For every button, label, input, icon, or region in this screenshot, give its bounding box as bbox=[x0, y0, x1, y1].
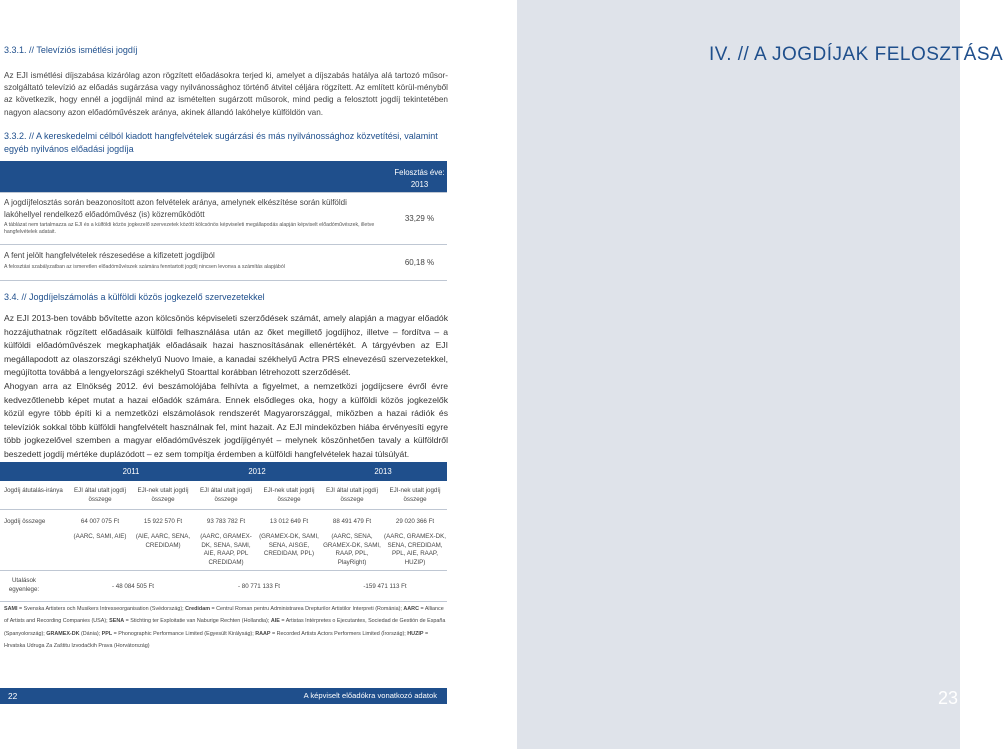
abbr-value: = Alliance of Artists and Recording Companies (USA); bbox=[4, 606, 444, 625]
chapter-heading: IV. // A JOGDÍJAK FELOSZTÁSA bbox=[709, 44, 1003, 65]
section-34-paragraph-2: Ahogyan arra az Elnökség 2012. évi beszámolójába felhívta a figyelmet, a nemzetközi jogdíjcsere évről évre kedvezőtlenebb képet mutat a hazai előadók számára. Ennek elsődleges oka, hogy a külföldi közös jogkezelők közül egyre több építi ki a nemzetközi elszámolások rendszerét Magyarországgal, miközben a hazai rádiók és televíziók sokkal több külföldi hangfelvételt használnak fel, mint hazait. Az EJI mindeközben hiába érvényesíti egyre több jogkezelővel szemben a magyar előadóművészek jogdíjigényét – melynek köszönhetően tavaly a külföldről beszedett jogdíj mértéke duplázódott – ez sem tompítja érdemben a külföldi hangfelvételek hazai túlsúlyát. bbox=[4, 381, 448, 459]
ratio-row-1 bbox=[4, 197, 384, 236]
ratio-row-2-value: 60,18 % bbox=[404, 258, 435, 267]
distribution-year: 2013 bbox=[410, 180, 429, 189]
divider bbox=[0, 280, 447, 281]
amount-cell: 88 491 479 Ft bbox=[332, 518, 372, 525]
row-label-balance: Utalások egyenlege: bbox=[8, 577, 40, 593]
abbr-key: PPL bbox=[101, 630, 113, 637]
ratio-row-1-value: 33,29 % bbox=[404, 214, 435, 223]
abbr-value: = Svenska Artisters och Musikers Intresseorganisation (Svédország); bbox=[17, 606, 186, 612]
col-header: EJI-nek utalt jogdíj összege bbox=[263, 487, 315, 503]
divider bbox=[0, 509, 447, 510]
abbr-key: Credidam bbox=[185, 606, 210, 612]
balance-cell: -159 471 113 Ft bbox=[363, 583, 407, 590]
ratio-row-1-title: A jogdíjfelosztás során beazonosított azon felvételek aránya, amelynek elkészítése során külföldi lakóhellyel rendelkező előadóművész (is) közreműködött bbox=[4, 198, 347, 219]
abbr-value: = Artistas Intérpretes o Ejecutantes, Sociedad de Gestión de España (Spanyolország); bbox=[4, 618, 446, 637]
orgs-cell: (AARC, SAMI, AIE) bbox=[73, 533, 127, 540]
ratio-row-2 bbox=[4, 250, 384, 271]
ratio-table bbox=[0, 161, 447, 281]
ratio-table-header-text bbox=[392, 167, 447, 191]
row-label-type: Jogdíj átutalás-iránya bbox=[4, 487, 63, 494]
abbr-value: (Dánia); bbox=[79, 630, 102, 637]
orgs-cell: (GRAMEX-DK, SAMI, SENA, AISGE, CREDIDAM, PPL) bbox=[259, 533, 319, 557]
divider bbox=[0, 570, 447, 571]
abbr-value: = Phonographic Performance Limited (Egyesült Királyság); bbox=[112, 630, 256, 637]
section-title-34: 3.4. // Jogdíjelszámolás a külföldi közös jogkezelő szervezetekkel bbox=[4, 292, 265, 302]
col-header: EJI által utalt jogdíj összege bbox=[200, 487, 252, 503]
right-page bbox=[517, 0, 1003, 749]
orgs-cell: (AARC, GRAMEX-DK, SENA, SAMI, AIE, RAAP, PPL CREDIDAM) bbox=[200, 533, 252, 566]
abbr-key: SENA bbox=[109, 618, 125, 625]
col-header: EJI által utalt jogdíj összege bbox=[326, 487, 378, 503]
orgs-cell: (AARC, SENA, GRAMEX-DK, SAMI, RAAP, PPL, PlayRight) bbox=[323, 533, 381, 566]
row-label-amount: Jogdíj összege bbox=[4, 518, 46, 525]
abbreviation-footnote bbox=[4, 603, 448, 653]
divider bbox=[0, 601, 447, 602]
year-2013: 2013 bbox=[374, 467, 392, 476]
footer-title: A képviselt előadókra vonatkozó adatok bbox=[303, 691, 437, 700]
section-title-331: 3.3.1. // Televíziós ismétlési jogdíj bbox=[4, 45, 138, 55]
abbr-value: = Hrvatska Udruga Za Zaštitu Izvodačkih Prava (Horvátország) bbox=[4, 630, 429, 650]
balance-cell: - 80 771 133 Ft bbox=[238, 583, 280, 590]
abbr-key: HUZIP bbox=[407, 630, 424, 637]
amount-cell: 15 922 570 Ft bbox=[143, 518, 183, 525]
col-header: EJI-nek utalt jogdíj összege bbox=[389, 487, 441, 503]
ratio-row-1-note: A táblázat nem tartalmazza az EJI és a külföldi közös jogkezelő szervezetek között kölcsönös képviseleti megállapodás alapján képviselt előadóművészek, illetve hangfelvételek adatait. bbox=[4, 222, 375, 235]
abbr-value: = Stichting ter Exploitatie van Naburige Rechten (Hollandia); bbox=[124, 618, 271, 625]
orgs-cell: (AARC, GRAMEX-DK, SENA, CREDIDAM, PPL, AIE, RAAP, HUZIP) bbox=[384, 533, 446, 566]
balance-cell: - 48 084 505 Ft bbox=[112, 583, 154, 590]
orgs-cell: (AIE, AARC, SENA, CREDIDAM) bbox=[135, 533, 191, 549]
page-number-left: 22 bbox=[8, 691, 18, 701]
amount-cell: 64 007 075 Ft bbox=[80, 518, 120, 525]
exchange-table bbox=[0, 462, 447, 602]
page-number-right: 23 bbox=[938, 688, 959, 708]
year-2012: 2012 bbox=[248, 467, 266, 476]
ratio-table-header bbox=[0, 161, 447, 192]
abbr-key: AIE bbox=[270, 618, 280, 625]
distribution-year-label: Felosztás éve: bbox=[394, 168, 445, 177]
amount-cell: 13 012 649 Ft bbox=[269, 518, 309, 525]
amount-cell: 93 783 782 Ft bbox=[206, 518, 246, 525]
ratio-row-2-title: A fent jelölt hangfelvételek részesedése a kifizetett jogdíjból bbox=[4, 251, 215, 260]
page-footer bbox=[0, 688, 447, 704]
abbr-key: SAMI bbox=[4, 606, 18, 612]
ratio-row-2-note: A felosztási szabályzatban az ismeretlen előadóművészek számára fenntartott jogdíj nincsen levonva a számítás alapjából bbox=[4, 263, 285, 270]
abbr-value: = Recorded Artists Actors Performers Limited (Írország); bbox=[270, 630, 408, 637]
year-2011: 2011 bbox=[122, 467, 140, 476]
divider bbox=[0, 192, 447, 193]
section-331-paragraph: Az EJI ismétlési díjszabása kizárólag azon rögzített előadásokra terjed ki, amelyet a díjszabás hatálya alá tartozó műsor-szolgáltató televízió az előadás sugárzása vagy nyilvánossághoz történő átvitel céljára rögzített. Az említett körül-ményből az következik, hogy ennél a jogdíjnál mind az ismételten sugárzott műsorok, mind pedig a felosztott jogdíj tekintetében nagyon alacsony azon előadóművészek aránya, akinek állandó lakóhelye külföldön van. bbox=[4, 71, 448, 117]
col-header: EJI által utalt jogdíj összege bbox=[74, 487, 126, 503]
col-header: EJI-nek utalt jogdíj összege bbox=[137, 487, 189, 503]
section-title-332: 3.3.2. // A kereskedelmi célból kiadott hangfelvételek sugárzási és más nyilvánossághoz közvetítési, valamint egyéb nyilvános előadási jogdíja bbox=[4, 131, 438, 154]
divider bbox=[0, 244, 447, 245]
section-34-paragraph-1: Az EJI 2013-ben tovább bővítette azon kölcsönös képviseleti szerződések számát, amely alapján a magyar előadók hozzájuthatnak rögzített előadásaik külföldi felhasználása után az őket megillető jogdíjhoz, illetve – fordítva – a külföldi előadóművészek megkaphatják előadásaik hazai hasznosításának ellenértékét. A tárgyévben az EJI megállapodott az olaszországi székhelyű Nuovo Imaie, a kanadai székhelyű Actra PRS elnevezésű szervezetekkel, megújította továbbá a lengyelországi székhelyű Stoarttal korábban létrehozott szerződését. bbox=[4, 313, 448, 378]
abbr-value: = Centrul Roman pentru Administrarea Drepturilor Artistilor Interpreti (Románia); bbox=[210, 606, 404, 612]
abbr-key: GRAMEX-DK bbox=[46, 630, 80, 637]
abbr-key: AARC bbox=[403, 606, 419, 612]
amount-cell: 29 020 366 Ft bbox=[395, 518, 435, 525]
abbr-key: RAAP bbox=[255, 630, 271, 637]
